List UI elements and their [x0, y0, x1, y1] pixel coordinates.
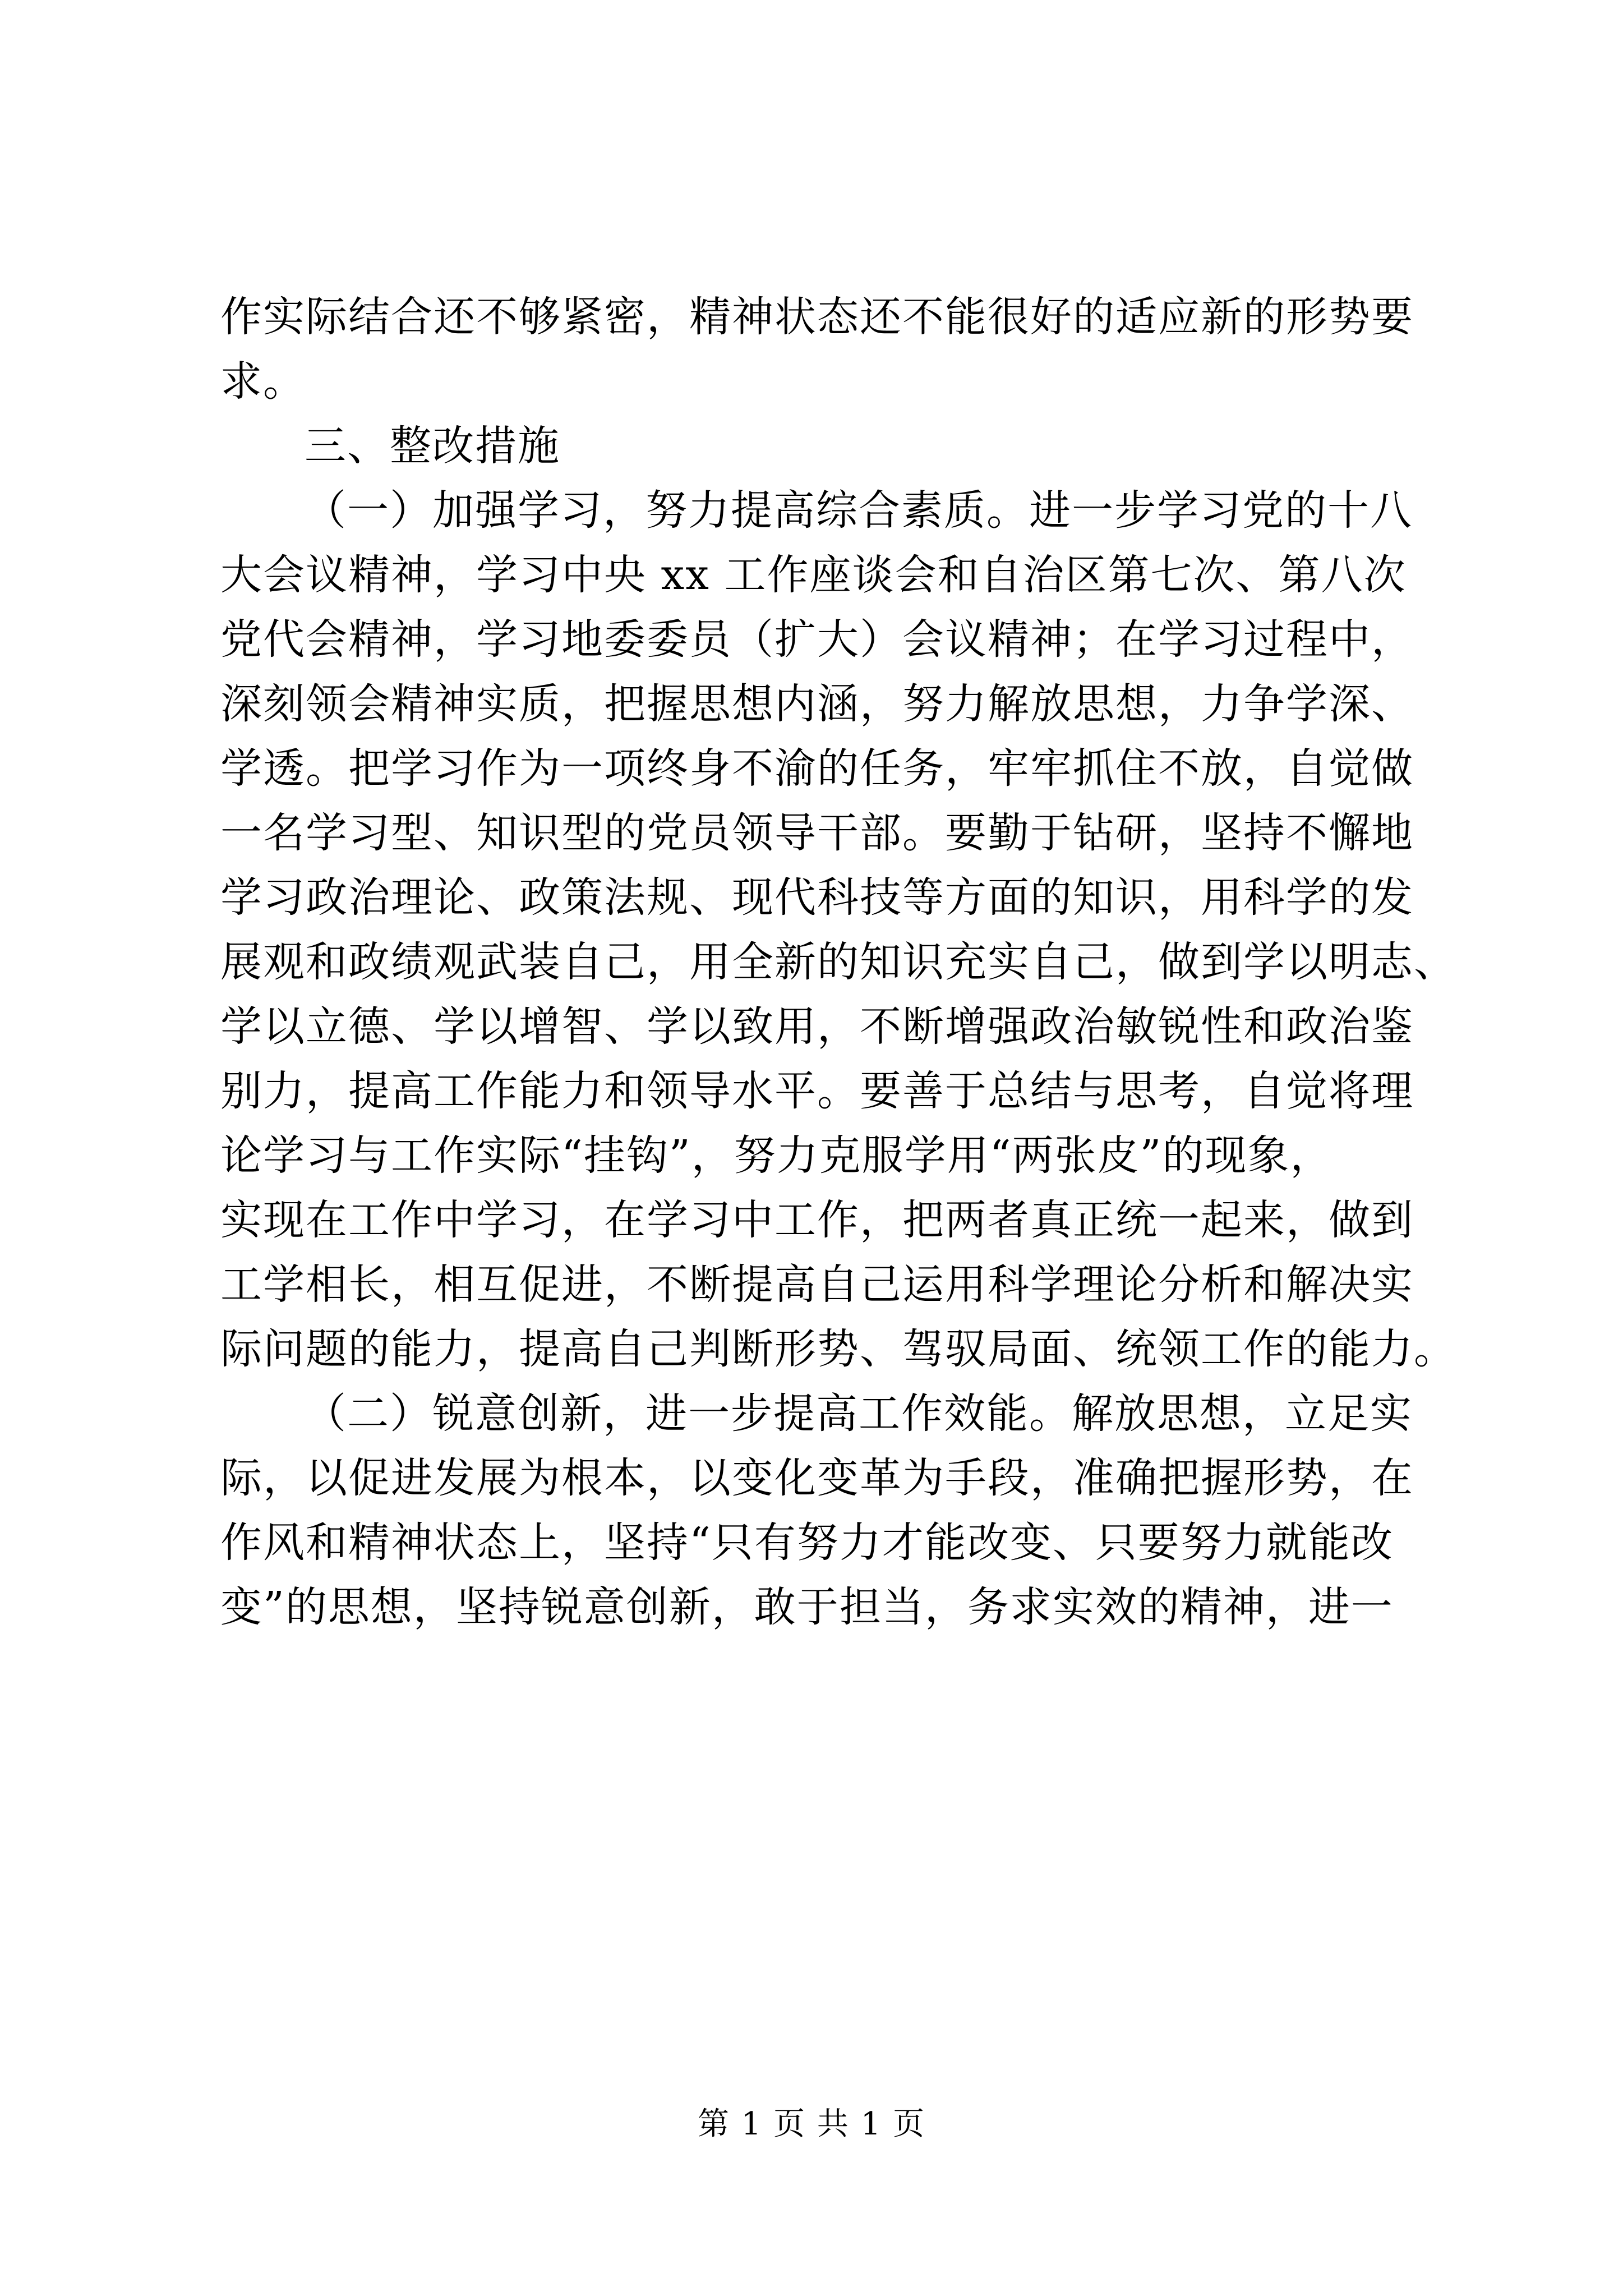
text-line: 实现在工作中学习，在学习中工作，把两者真正统一起来，做到 — [220, 1196, 1414, 1244]
section-heading: 三、整改措施 — [305, 422, 560, 470]
text-line: 作风和精神状态上，坚持“只有努力才能改变、只要努力就能改 — [220, 1519, 1394, 1567]
text-line: 一名学习型、知识型的党员领导干部。要勤于钻研，坚持不懈地 — [220, 809, 1414, 857]
text-line: 展观和政绩观武装自己，用全新的知识充实自己，做到学以明志、 — [220, 938, 1456, 986]
text-line: 学透。把学习作为一项终身不渝的任务，牢牢抓住不放，自觉做 — [220, 744, 1414, 793]
text-line: 深刻领会精神实质，把握思想内涵，努力解放思想，力争学深、 — [220, 680, 1414, 728]
paragraph-first-line: （一）加强学习，努力提高综合素质。进一步学习党的十八 — [305, 486, 1413, 535]
text-line: 求。 — [220, 357, 306, 406]
text-line: 作实际结合还不够紧密，精神状态还不能很好的适应新的形势要 — [220, 293, 1414, 341]
text-line: 工学相长，相互促进，不断提高自己运用科学理论分析和解决实 — [220, 1260, 1414, 1309]
text-line: 论学习与工作实际“挂钩”，努力克服学用“两张皮”的现象， — [220, 1131, 1333, 1180]
document-body — [220, 285, 1456, 1640]
text-line: 际问题的能力，提高自己判断形势、驾驭局面、统领工作的能力。 — [220, 1325, 1456, 1373]
paragraph-first-line: （二）锐意创新，进一步提高工作效能。解放思想，立足实 — [305, 1389, 1413, 1438]
text-line: 学习政治理论、政策法规、现代科技等方面的知识，用科学的发 — [220, 873, 1414, 922]
text-line: 党代会精神，学习地委委员（扩大）会议精神；在学习过程中， — [220, 615, 1414, 664]
text-line: 大会议精神，学习中央 xx 工作座谈会和自治区第七次、第八次 — [220, 551, 1407, 599]
page-footer — [0, 2105, 1623, 2144]
page-number-label: 第 1 页 共 1 页 — [697, 2106, 926, 2142]
text-line: 际，以促进发展为根本，以变化变革为手段，准确把握形势，在 — [220, 1454, 1414, 1502]
text-line: 别力，提高工作能力和领导水平。要善于总结与思考，自觉将理 — [220, 1067, 1414, 1115]
text-line: 变”的思想，坚持锐意创新，敢于担当，务求实效的精神，进一 — [220, 1583, 1394, 1631]
text-line: 学以立德、学以增智、学以致用，不断增强政治敏锐性和政治鉴 — [220, 1002, 1414, 1051]
